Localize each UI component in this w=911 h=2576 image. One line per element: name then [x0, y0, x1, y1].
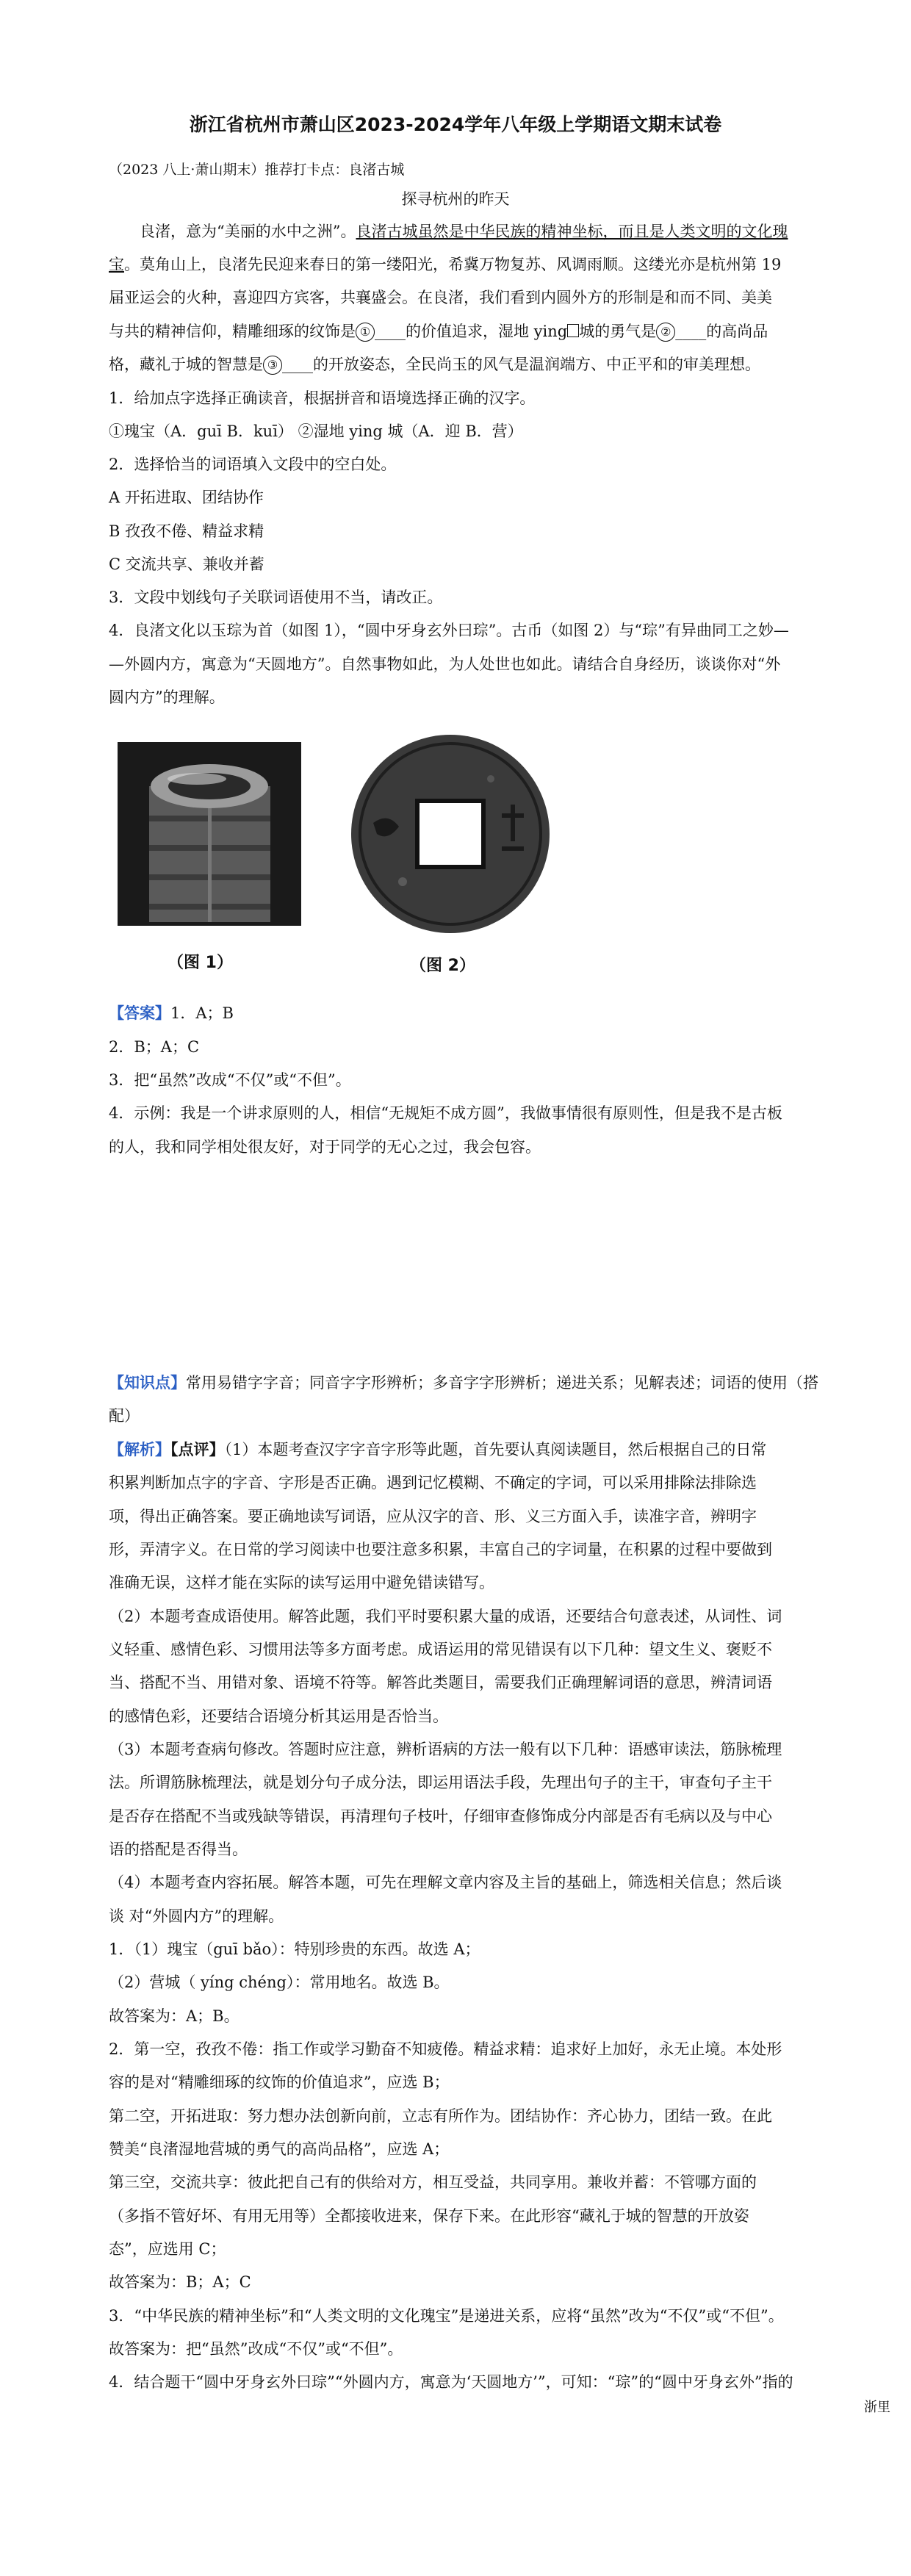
analysis-line: 第三空，交流共享：彼此把自己有的供给对方，相互受益，共同享用。兼收并蓄：不管哪方面的 — [109, 2173, 757, 2191]
source-note: （2023 八上·萧山期末）推荐打卡点：良渚古城 — [109, 162, 405, 178]
passage-line-5 — [109, 353, 760, 375]
passage-text: 与共的精神信仰，精雕细琢的纹饰是 — [109, 323, 356, 340]
coin-square-hole — [417, 801, 483, 867]
circled-number-2: ② — [656, 323, 675, 342]
question-3: 3．文段中划线句子关联词语使用不当，请改正。 — [109, 589, 443, 606]
passage-text: 。莫角山上，良渚先民迎来春日的第一缕阳光，希冀万物复苏、风调雨顺。这缕光亦是杭州第 19 — [124, 256, 782, 273]
passage-line-2 — [109, 253, 781, 276]
underlined-sentence-end: 宝 — [109, 256, 124, 273]
question-2-option-c: C 交流共享、兼收并蓄 — [109, 555, 264, 573]
question-4-line-2: —外圆内方，寓意为“天圆地方”。自然事物如此，为人处世也如此。请结合自身经历，谈谈你对“外 — [109, 655, 781, 673]
figures-image — [116, 735, 566, 985]
circled-number-3: ③ — [263, 356, 282, 375]
passage-text: 城的勇气是 — [579, 323, 657, 340]
blank-1: ____的价值追求，湿地 ying — [375, 323, 568, 340]
article-title: 探寻杭州的昨天 — [401, 190, 510, 208]
knowledge-text: 常用易错字字音；同音字字形辨析；多音字字形辨析；递进关系；见解表述；词语的使用（搭 — [186, 1374, 818, 1392]
passage-text: 良渚，意为“美丽的水中之洲”。 — [140, 223, 356, 240]
analysis-line: 谈 对“外圆内方”的理解。 — [109, 1907, 284, 1925]
analysis-line: 第二空，开拓进取：努力想办法创新向前，立志有所作为。团结协作：齐心协力，团结一致。在此 — [109, 2107, 772, 2125]
analysis-line: 准确无误，这样才能在实际的读写运用中避免错读错写。 — [109, 1574, 494, 1591]
analysis-line: 赞美“良渚湿地营城的勇气的高尚品格”，应选 A； — [109, 2140, 450, 2158]
analysis-line: 4．结合题干“圆中牙身玄外曰琮”“外圆内方，寓意为‘天圆地方’”，可知：“琮”的“圆中牙身玄外”指的 — [109, 2373, 793, 2391]
analysis-label: 【解析】 — [109, 1440, 170, 1458]
question-2-option-b: B 孜孜不倦、精益求精 — [109, 522, 264, 540]
analysis-line: （4）本题考查内容拓展。解答本题，可先在理解文章内容及主旨的基础上，筛选相关信息；然后谈 — [109, 1874, 782, 1891]
question-4-line-3: 圆内方”的理解。 — [109, 688, 225, 706]
analysis-line: 1．（1）瑰宝（guī bǎo）：特别珍贵的东西。故选 A； — [109, 1940, 480, 1958]
page-title: 浙江省杭州市萧山区2023-2024学年八年级上学期语文期末试卷 — [189, 114, 722, 135]
question-1-options: ①瑰宝（A．guī B．kuī） ②湿地 ying 城（A．迎 B．营） — [109, 422, 523, 440]
knowledge-label: 【知识点】 — [109, 1373, 186, 1392]
analysis-line: 法。所谓筋脉梳理法，就是划分句子成分法，即运用语法手段，先理出句子的主干，审查句子主干 — [109, 1774, 772, 1791]
fig1-caption: （图 1） — [168, 954, 233, 972]
passage-text: 格，藏礼于城的智慧是 — [109, 356, 263, 373]
answer-1 — [109, 1002, 234, 1024]
blank-2: ____的高尚品 — [675, 323, 768, 340]
analysis-line: （2）本题考查成语使用。解答此题，我们平时要积累大量的成语，还要结合句意表述，从词性、词 — [109, 1608, 782, 1625]
analysis-line: 义轻重、感情色彩、习惯用法等多方面考虑。成语运用的常见错误有以下几种：望文生义、褒贬不 — [109, 1641, 772, 1658]
analysis-line: 故答案为：把“虽然”改成“不仅”或“不但”。 — [109, 2340, 403, 2358]
analysis-line: 容的是对“精雕细琢的纹饰的价值追求”，应选 B； — [109, 2073, 450, 2091]
underlined-sentence: 良渚古城虽然是中华民族的精神坐标，而且是人类文明的文化瑰 — [356, 223, 788, 240]
analysis-line: 态”，应选用 C； — [109, 2240, 226, 2258]
passage-line-4 — [109, 320, 768, 342]
analysis-line: 积累判断加点字的字音、字形是否正确。遇到记忆模糊、不确定的字词，可以采用排除法排除选 — [109, 1474, 757, 1492]
question-1: 1．给加点字选择正确读音，根据拼音和语境选择正确的汉字。 — [109, 389, 536, 407]
circled-number-1: ① — [356, 323, 375, 342]
comment-label: 【点评】 — [170, 1440, 225, 1458]
analysis-line: 3．“中华民族的精神坐标”和“人类文明的文化瑰宝”是递进关系，应将“虽然”改为“不仅”或“不但”。 — [109, 2307, 784, 2325]
analysis-line: 的感情色彩，还要结合语境分析其运用是否恰当。 — [109, 1708, 448, 1725]
analysis-line: 是否存在搭配不当或残缺等错误，再清理句子枝叶，仔细审查修饰成分内部是否有毛病以及与中心 — [109, 1807, 772, 1825]
knowledge-points — [109, 1372, 818, 1394]
answer-4-line-2: 的人，我和同学相处很友好，对于同学的无心之过，我会包容。 — [109, 1138, 541, 1156]
answer-label: 【答案】 — [109, 1004, 170, 1022]
answer-3: 3．把“虽然”改成“不仅”或“不但”。 — [109, 1071, 351, 1089]
missing-character-box — [567, 324, 579, 337]
analysis-line: 形，弄清字义。在日常的学习阅读中也要注意多积累，丰富自己的字词量，在积累的过程中要做到 — [109, 1541, 772, 1558]
analysis-line: 当、搭配不当、用错对象、语境不符等。解答此类题目，需要我们正确理解词语的意思，辨清词语 — [109, 1674, 772, 1691]
question-2-option-a: A 开拓进取、团结协作 — [109, 489, 264, 506]
analysis-text: （1）本题考查汉字字音字形等此题，首先要认真阅读题目，然后根据自己的日常 — [224, 1441, 767, 1458]
analysis-line: 语的搭配是否得当。 — [109, 1841, 248, 1858]
answer-text: 1．A；B — [170, 1004, 234, 1022]
analysis-line: 项，得出正确答案。要正确地读写词语，应从汉字的音、形、义三方面入手，读准字音，辨明字 — [109, 1508, 757, 1525]
knowledge-points-line-2: 配） — [109, 1407, 140, 1425]
question-2: 2．选择恰当的词语填入文段中的空白处。 — [109, 456, 397, 473]
passage-line-1 — [140, 220, 788, 242]
analysis-line: 2．第一空，孜孜不倦：指工作或学习勤奋不知疲倦。精益求精：追求好上加好，永无止境。本处形 — [109, 2040, 782, 2058]
analysis-line: （3）本题考查病句修改。答题时应注意，辨析语病的方法一般有以下几种：语感审读法，筋脉梳理 — [109, 1741, 782, 1758]
analysis-line: 故答案为：B；A；C — [109, 2273, 251, 2291]
answer-2: 2．B；A；C — [109, 1038, 200, 1056]
analysis-line: （2）营城（ yíng chéng）：常用地名。故选 B。 — [109, 1974, 450, 1991]
jade-cong-and-coin-figure — [116, 735, 566, 985]
blank-3: ____的开放姿态，全民尚玉的风气是温润端方、中正平和的审美理想。 — [282, 356, 760, 373]
answer-4-line-1: 4．示例：我是一个讲求原则的人，相信“无规矩不成方圆”，我做事情很有原则性，但是我不是古板 — [109, 1104, 782, 1122]
analysis-line-1 — [109, 1439, 766, 1461]
fig2-caption: （图 2） — [410, 957, 475, 975]
question-4-line-1: 4．良渚文化以玉琮为首（如图 1），“圆中牙身玄外曰琮”。古币（如图 2）与“琮”有异曲同工之妙— — [109, 622, 789, 639]
page-footer: 浙里 — [864, 2400, 890, 2415]
analysis-line: 故答案为：A；B。 — [109, 2007, 240, 2025]
passage-line-3: 届亚运会的火种，喜迎四方宾客，共襄盛会。在良渚，我们看到内圆外方的形制是和而不同、美美 — [109, 289, 772, 306]
analysis-line: （多指不管好坏、有用无用等）全都接收进来，保存下来。在此形容“藏礼于城的智慧的开放姿 — [109, 2207, 749, 2225]
